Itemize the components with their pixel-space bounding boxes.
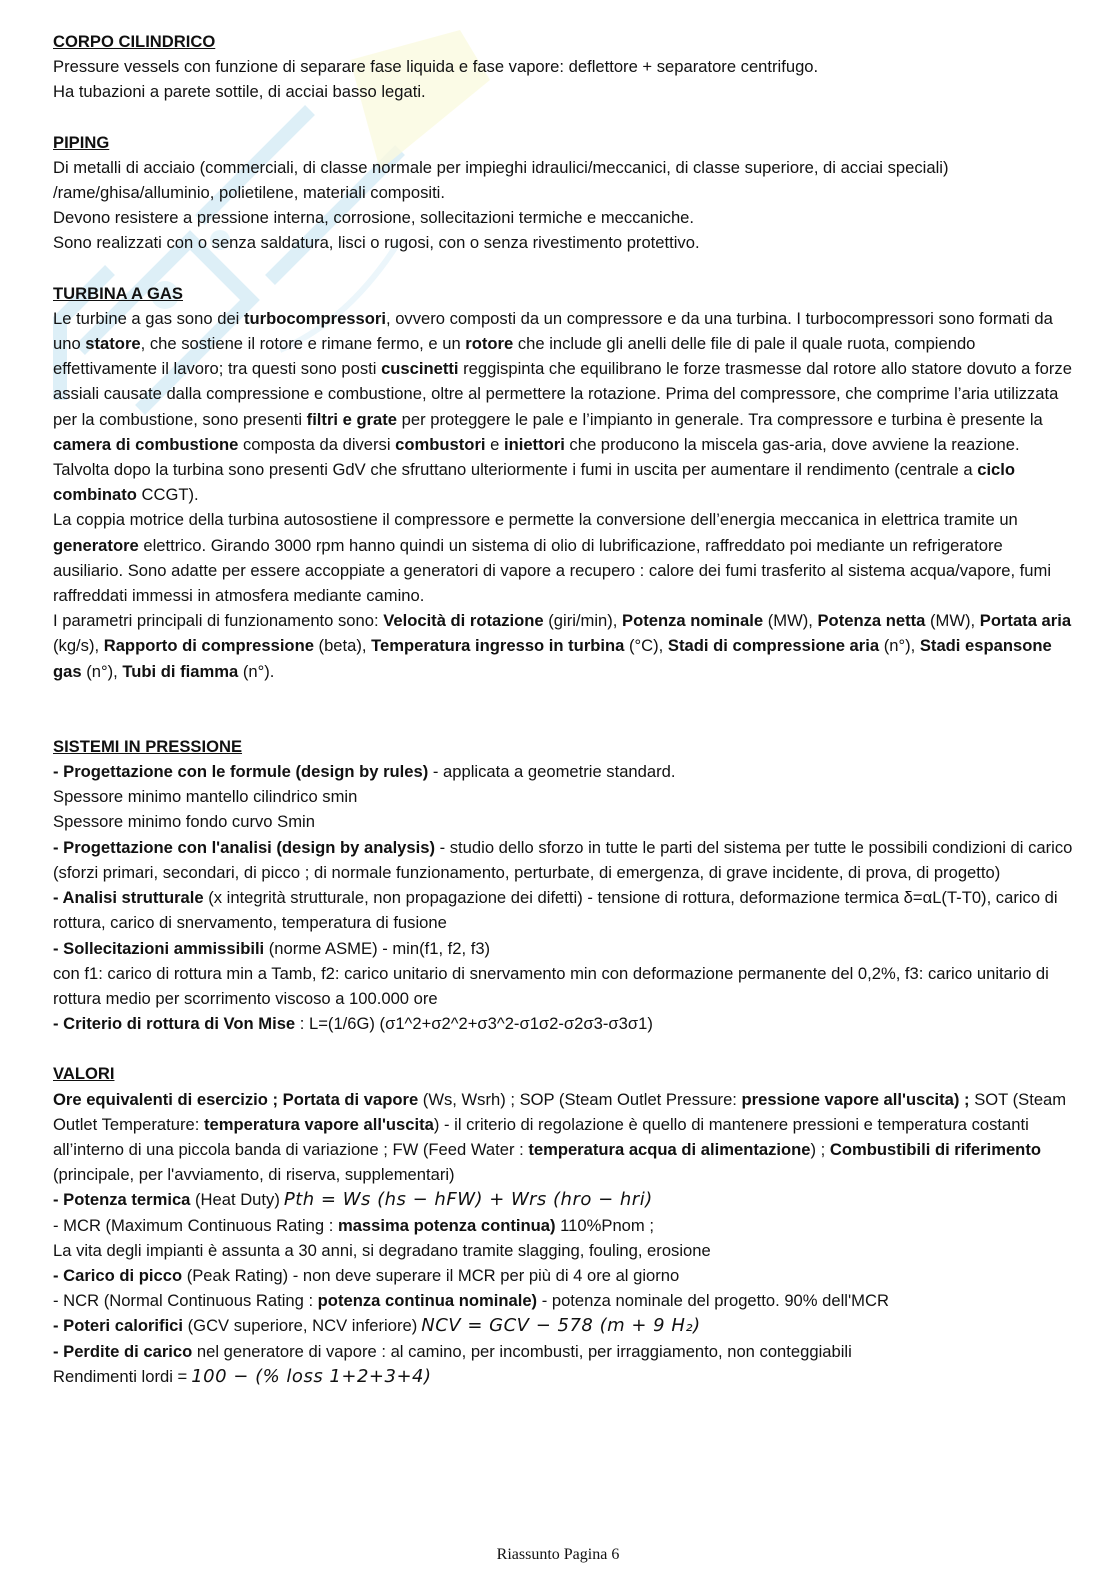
bold-term: turbocompressori (243, 308, 386, 328)
text: , ovvero composti da un compressore e da una turbina. I turbocompressori sono formati da uno (53, 308, 1053, 354)
text: (norme ASME) - min(f1, f2, f3) (264, 938, 491, 958)
paragraph (53, 457, 1073, 507)
bold-term: - Poteri calorifici (53, 1316, 184, 1336)
paragraph: Di metalli di acciaio (commerciali, di classe normale per impieghi idraulici/meccanici, di classe superiore, di acciai speciali) /rame/ghisa/alluminio, polietilene, materiali compositi. (53, 157, 949, 203)
text: 110%Pnom ; (555, 1215, 654, 1235)
text: CCGT). (136, 485, 199, 505)
paragraph (53, 1313, 1073, 1338)
paragraph: Sono realizzati con o senza saldatura, lisci o rugosi, con o senza rivestimento protettivo. (53, 233, 700, 253)
bold-term: Ore equivalenti di esercizio ; Portata di vapore (53, 1089, 419, 1109)
text: (Heat Duty) (190, 1190, 280, 1210)
text: e (485, 434, 504, 454)
bold-term: - Criterio di rottura di Von Mise (53, 1014, 296, 1034)
text: (kg/s), (53, 636, 104, 656)
bold-term: - Perdite di carico (53, 1341, 193, 1361)
text: - potenza nominale del progetto. 90% dell'MCR (537, 1291, 889, 1311)
text: nel generatore di vapore : al camino, per incombusti, per irraggiamento, non conteggiabili (192, 1341, 852, 1361)
text: - MCR (Maximum Continuous Rating : (53, 1215, 338, 1235)
bold-term: potenza continua nominale) (317, 1291, 538, 1311)
paragraph (53, 1288, 1073, 1313)
bold-term: pressione vapore all'uscita) ; (741, 1089, 970, 1109)
text: (Ws, Wsrh) ; SOP (Steam Outlet Pressure: (418, 1089, 742, 1109)
bold-term: Velocità di rotazione (383, 611, 544, 631)
bold-term: - Sollecitazioni ammissibili (53, 938, 265, 958)
bold-term: Portata aria (979, 611, 1072, 631)
bold-term: ciclo combinato (53, 460, 1016, 505)
paragraph (53, 1263, 1073, 1288)
text: (n°). (238, 661, 275, 681)
bold-term: camera di combustione (53, 434, 239, 454)
paragraph (53, 306, 1073, 457)
text: composta da diversi (238, 434, 396, 454)
text: (MW), (763, 611, 818, 631)
bold-term: generatore (53, 535, 139, 555)
handwritten-formula: 100 − (% loss 1+2+3+4) (191, 1365, 432, 1387)
paragraph: con f1: carico di rottura min a Tamb, f2: carico unitario di snervamento min con deformazione permanente del 0,2%, f3: carico unitario di rottura medio per scorrimento viscoso a 100.000 ore (53, 963, 1049, 1008)
bold-term: rotore (465, 334, 514, 354)
bold-term: - Progettazione con l'analisi (design by analysis) (53, 837, 436, 857)
text: (n°), (81, 661, 123, 681)
bold-term: Potenza nominale (622, 611, 764, 631)
text: (x integrità strutturale, non propagazione dei difetti) - tensione di rottura, deformazione termica δ=αL(T-T0), carico di rottura, carico di snervamento, temperatura di fusione (53, 888, 1058, 933)
text: ) - il criterio di regolazione è quello di mantenere pressioni e temperatura costanti all’interno di una piccola banda di variazione ; FW (Feed Water : (53, 1114, 1029, 1159)
bold-term: statore (85, 334, 141, 354)
text: (MW), (925, 611, 980, 631)
text: Rendimenti lordi = (53, 1366, 188, 1386)
bold-term: combustori (395, 434, 486, 454)
text: per proteggere le pale e l’impianto in generale. Tra compressore e turbina è presente la (397, 409, 1043, 429)
paragraph (53, 1011, 1073, 1036)
bold-term: cuscinetti (381, 359, 459, 379)
bold-term: Stadi espansone gas (53, 636, 1052, 681)
paragraph (53, 1087, 1073, 1188)
text: (°C), (624, 636, 668, 656)
text: (GCV superiore, NCV inferiore) (183, 1316, 418, 1336)
section-sistemi-in-pressione (53, 734, 1073, 1036)
paragraph (53, 835, 1073, 885)
text: , che sostiene il rotore e rimane fermo, e un (140, 334, 466, 354)
section-piping (53, 130, 1073, 256)
paragraph (53, 608, 1073, 684)
text: La coppia motrice della turbina autosostiene il compressore e permette la conversione dell’energia meccanica in elettrica tramite un (53, 510, 1018, 530)
text: reggispinta che equilibrano le forze trasmesse dal rotore allo statore dovuto a forze assiali causate dalla compressione e combustione, oltre al permettere la rotazione. Prima del compressore, che comprime l’aria utilizzata per la combustione, sono presenti (53, 359, 1072, 429)
bold-term: temperatura vapore all'uscita (203, 1114, 434, 1134)
text: che producono la miscela gas-aria, dove avviene la reazione. (564, 434, 1020, 454)
paragraph (53, 759, 1073, 784)
bold-term: Temperatura ingresso in turbina (371, 636, 625, 656)
text: SOT (Steam Outlet Temperature: (53, 1089, 1067, 1134)
text: (n°), (879, 636, 920, 656)
handwritten-formula: Pth = Ws (hs − hFW) + Wrs (hro − hri) (283, 1189, 653, 1211)
text: - NCR (Normal Continuous Rating : (53, 1291, 318, 1311)
text: : L=(1/6G) (σ1^2+σ2^2+σ3^2-σ1σ2-σ2σ3-σ3σ1) (295, 1014, 653, 1034)
bold-term: - Progettazione con le formule (design by rules) (53, 762, 429, 782)
paragraph (53, 1339, 1073, 1364)
text: Talvolta dopo la turbina sono presenti GdV che sfruttano ulteriormente i fumi in uscita per aumentare il rendimento (centrale a (53, 460, 978, 480)
section-turbina-a-gas (53, 281, 1073, 684)
bold-term: filtri e grate (306, 409, 398, 429)
text: (Peak Rating) - non deve superare il MCR per più di 4 ore al giorno (182, 1265, 680, 1285)
text: che include gli anelli delle file di pale il quale ruota, compiendo effettivamente il lavoro; tra questi sono posti (53, 334, 976, 379)
text: Le turbine a gas sono dei (53, 308, 244, 328)
paragraph: Ha tubazioni a parete sottile, di acciai basso legati. (53, 82, 426, 102)
bold-term: Potenza netta (817, 611, 926, 631)
section-heading: SISTEMI IN PRESSIONE (53, 736, 243, 756)
handwritten-formula: NCV = GCV − 578 (m + 9 H₂) (421, 1315, 701, 1337)
paragraph: La vita degli impianti è assunta a 30 anni, si degradano tramite slagging, fouling, erosione (53, 1240, 711, 1260)
paragraph: Devono resistere a pressione interna, corrosione, sollecitazioni termiche e meccaniche. (53, 208, 695, 228)
bold-term: Rapporto di compressione (103, 636, 314, 656)
text: ) ; (810, 1139, 830, 1159)
paragraph: Spessore minimo mantello cilindrico smin (53, 787, 358, 807)
bold-term: massima potenza continua) (337, 1215, 556, 1235)
paragraph (53, 936, 1073, 961)
bold-term: - Potenza termica (53, 1190, 191, 1210)
document-body (53, 29, 1073, 1389)
text: I parametri principali di funzionamento sono: (53, 611, 384, 631)
paragraph (53, 1187, 1073, 1212)
bold-term: Combustibili di riferimento (829, 1139, 1041, 1159)
paragraph (53, 1364, 1073, 1389)
text: (beta), (313, 636, 372, 656)
bold-term: iniettori (503, 434, 565, 454)
section-heading: VALORI (53, 1064, 115, 1084)
section-heading: CORPO CILINDRICO (53, 32, 216, 51)
paragraph: Pressure vessels con funzione di separare fase liquida e fase vapore: deflettore + separatore centrifugo. (53, 57, 819, 77)
page-footer: Riassunto Pagina 6 (496, 1546, 620, 1563)
section-heading: TURBINA A GAS (53, 283, 183, 303)
section-heading: PIPING (53, 132, 110, 152)
bold-term: - Analisi strutturale (53, 888, 204, 908)
text: elettrico. Girando 3000 rpm hanno quindi un sistema di olio di lubrificazione, raffreddato poi mediante un refrigeratore ausiliario. Sono adatte per essere accoppiate a generatori di vapore a recupero : calore dei fumi trasferito al sistema acqua/vapore, fumi raffreddati immessi in atmosfera mediante camino. (53, 535, 1052, 606)
paragraph: Spessore minimo fondo curvo Smin (53, 812, 315, 832)
paragraph (53, 1213, 1073, 1238)
text: - applicata a geometrie standard. (428, 762, 676, 782)
text: (giri/min), (543, 611, 623, 631)
bold-term: temperatura acqua di alimentazione (528, 1139, 811, 1159)
section-corpo-cilindrico (53, 29, 1073, 105)
text: (principale, per l'avviamento, di riserva, supplementari) (53, 1165, 455, 1185)
section-valori (53, 1061, 1073, 1389)
paragraph (53, 885, 1073, 935)
paragraph (53, 507, 1073, 608)
bold-term: - Carico di picco (53, 1265, 183, 1285)
bold-term: Tubi di fiamma (122, 661, 239, 681)
text: - studio dello sforzo in tutte le parti del sistema per tutte le possibili condizioni di carico (sforzi primari, secondari, di picco ; di normale funzionamento, perturbate, di emergenza, di grave incidente, di prova, di progetto) (53, 837, 1073, 882)
bold-term: Stadi di compressione aria (667, 636, 880, 656)
